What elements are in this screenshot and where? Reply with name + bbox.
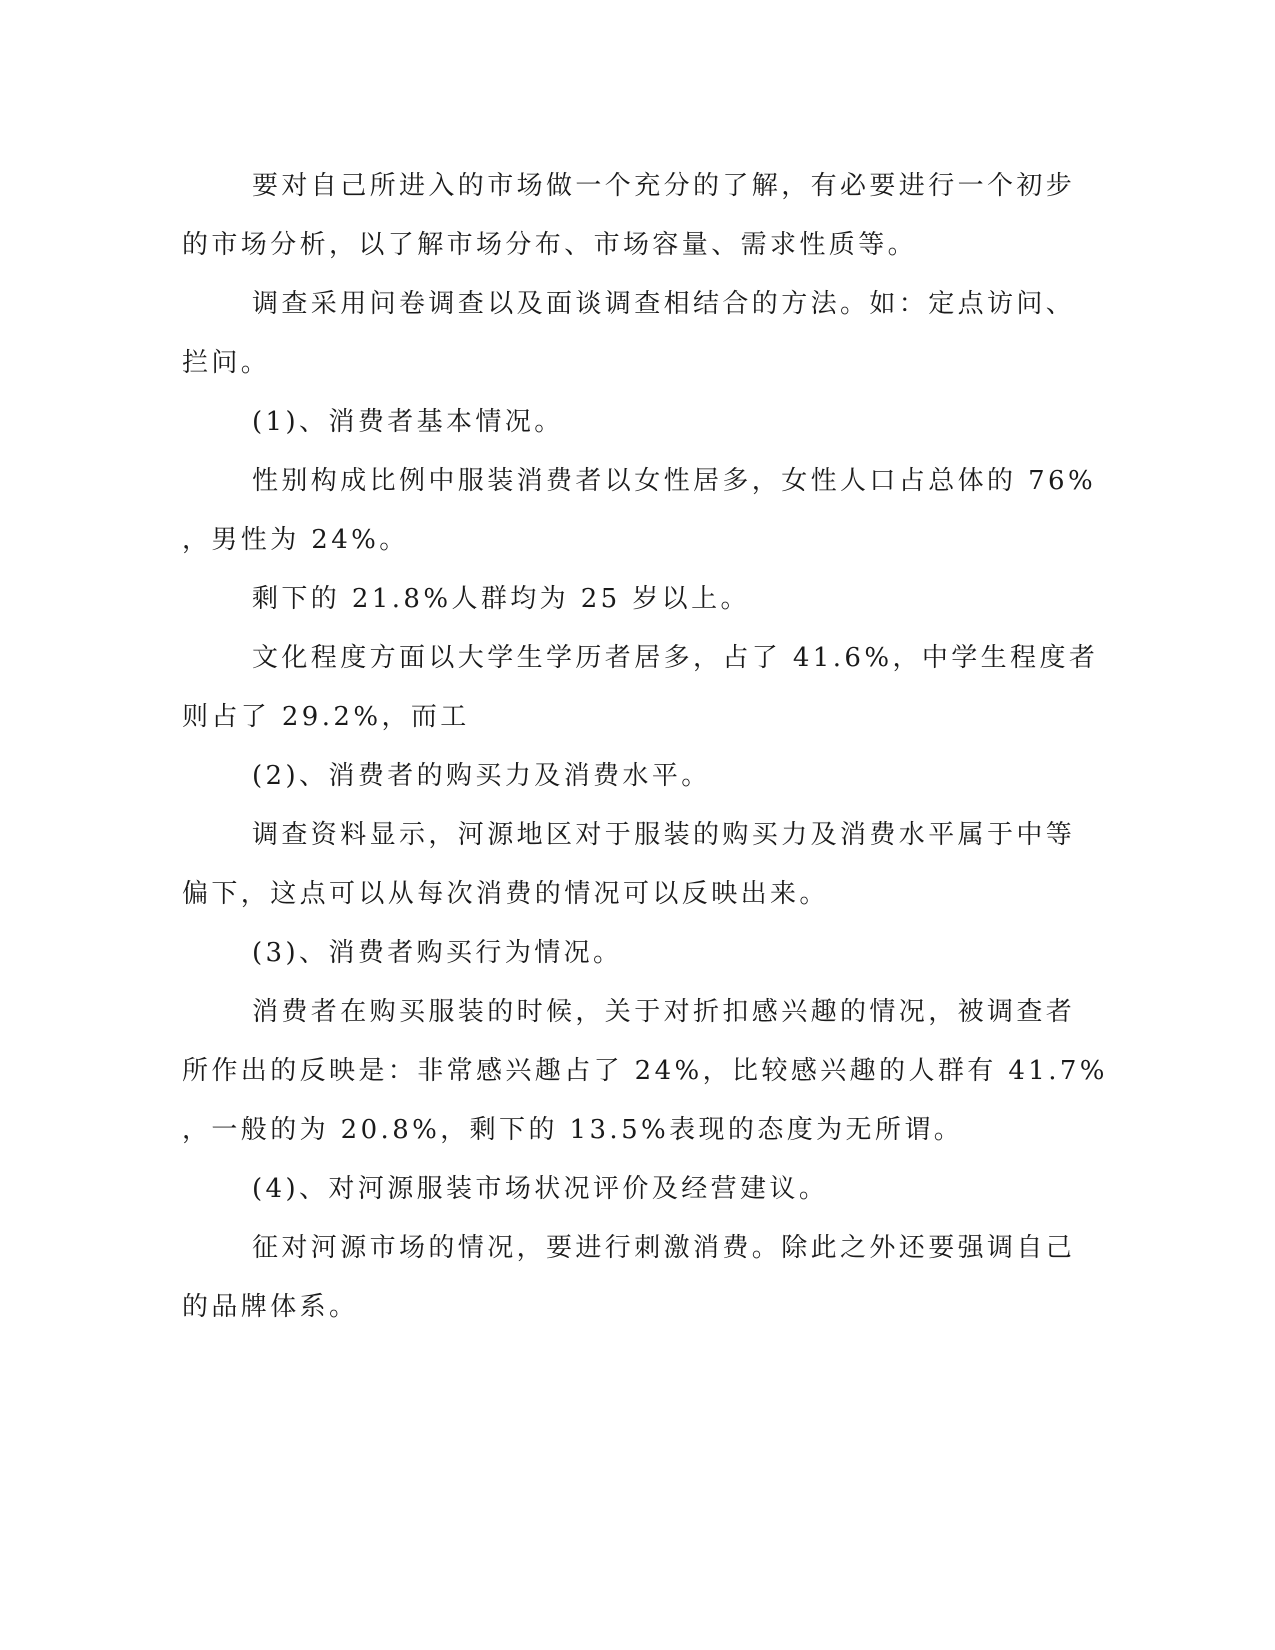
section-heading: (2)、消费者的购买力及消费水平。	[252, 761, 711, 791]
section-heading: (3)、消费者购买行为情况。	[252, 938, 623, 968]
text-line: 调查采用问卷调查以及面谈调查相结合的方法。如：定点访问、	[252, 289, 1076, 319]
text-line: 消费者在购买服装的时候，关于对折扣感兴趣的情况，被调查者	[252, 997, 1076, 1027]
text-line: 拦问。	[182, 348, 271, 378]
text-line: 性别构成比例中服装消费者以女性居多，女性人口占总体的 76%	[252, 466, 1097, 496]
text-line: 则占了 29.2%，而工	[182, 702, 470, 732]
text-line: ，男性为 24%。	[182, 525, 409, 555]
text-line: 的品牌体系。	[182, 1292, 359, 1322]
document-body	[182, 157, 1108, 1337]
section-heading: (4)、对河源服装市场状况评价及经营建议。	[252, 1174, 829, 1204]
text-line: 偏下，这点可以从每次消费的情况可以反映出来。	[182, 879, 829, 909]
text-line: 的市场分析，以了解市场分布、市场容量、需求性质等。	[182, 230, 918, 260]
text-line: 文化程度方面以大学生学历者居多，占了 41.6%，中学生程度者	[252, 643, 1099, 673]
text-line: 要对自己所进入的市场做一个充分的了解，有必要进行一个初步	[252, 171, 1076, 201]
text-line: 剩下的 21.8%人群均为 25 岁以上。	[252, 584, 750, 614]
text-line: 调查资料显示，河源地区对于服装的购买力及消费水平属于中等	[252, 820, 1076, 850]
text-line: ，一般的为 20.8%，剩下的 13.5%表现的态度为无所谓。	[182, 1115, 964, 1145]
text-line: 所作出的反映是：非常感兴趣占了 24%，比较感兴趣的人群有 41.7%	[182, 1056, 1108, 1086]
section-heading: (1)、消费者基本情况。	[252, 407, 564, 437]
text-line: 征对河源市场的情况，要进行刺激消费。除此之外还要强调自己	[252, 1233, 1076, 1263]
